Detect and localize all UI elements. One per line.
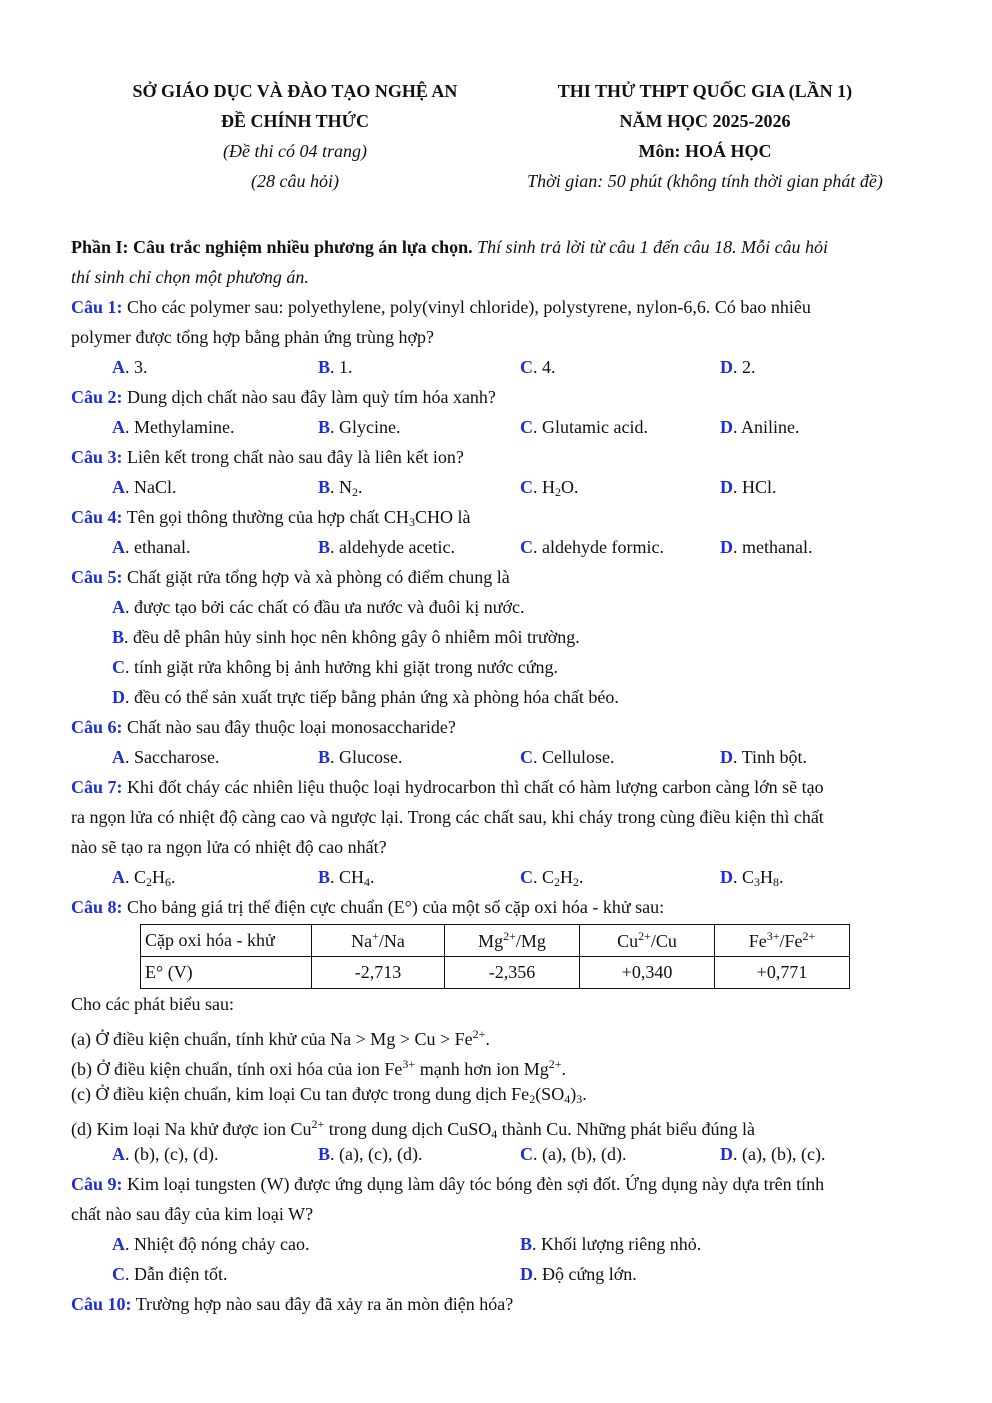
q9-stem-2: chất nào sau đây của kim loại W? [71,1204,314,1224]
q9-option-d[interactable]: D. Độ cứng lớn. [520,1264,637,1284]
q7-option-d[interactable]: D. $C_3H_8$. [720,867,784,889]
subject: Môn: HOÁ HỌC [638,141,772,161]
q2-option-b[interactable]: B. Glycine. [318,417,401,437]
q7-stem: Câu 7: Khi đốt cháy các nhiên liệu thuộc loại hydrocarbon thì chất có hàm lượng carbon càng lớn sẽ tạo [71,777,824,797]
part-1-instr: thí sinh chỉ chọn một phương án. [71,267,309,287]
q8-stem: Câu 8: Cho bảng giá trị thế điện cực chuẩn (E°) của một số cặp oxi hóa - khử sau: [71,897,665,917]
q4-stem: Câu 4: Tên gọi thông thường của hợp chất $CH_3CHO$ là [71,507,471,529]
q8-option-a[interactable]: A. (b), (c), (d). [112,1144,219,1164]
q5-option-a[interactable]: A. được tạo bởi các chất có đầu ưa nước và đuôi kị nước. [112,597,525,617]
table-row [141,957,850,989]
q5-option-b[interactable]: B. đều dễ phân hủy sinh học nên không gây ô nhiễm môi trường. [112,627,580,647]
q7-stem-3: nào sẽ tạo ra ngọn lửa có nhiệt độ cao nhất? [71,837,387,857]
dept-name: SỞ GIÁO DỤC VÀ ĐÀO TẠO NGHỆ AN [132,81,458,101]
q1-stem: Câu 1: Cho các polymer sau: polyethylene, poly(vinyl chloride), polystyrene, nylon-6,6. Có bao nhiêu [71,297,811,317]
q1-option-a[interactable]: A. 3. [112,357,148,377]
q3-option-b[interactable]: B. $N_2$. [318,477,363,499]
q6-option-d[interactable]: D. Tinh bột. [720,747,808,767]
table-cell: -2,713 [312,957,445,989]
q8-statement-a: (a) Ở điều kiện chuẩn, tính khử của $Na > Mg > Cu > Fe^{2+}$. [71,1027,490,1049]
official-label: ĐỀ CHÍNH THỨC [220,111,370,131]
q8-intro: Cho các phát biểu sau: [71,994,234,1014]
q1-stem-2: polymer được tổng hợp bằng phản ứng trùng hợp? [71,327,435,347]
q5-stem: Câu 5: Chất giặt rửa tổng hợp và xà phòng có điểm chung là [71,567,510,587]
table-header-cell: $Fe^{3+}/Fe^{2+}$ [715,925,850,957]
q9-option-c[interactable]: C. Dẫn điện tốt. [112,1264,228,1284]
q2-option-a[interactable]: A. Methylamine. [112,417,235,437]
page-count: (Đề thi có 04 trang) [223,141,367,161]
q4-option-d[interactable]: D. methanal. [720,537,813,557]
q6-stem: Câu 6: Chất nào sau đây thuộc loại monosaccharide? [71,717,456,737]
school-year: NĂM HỌC 2025-2026 [619,111,791,131]
q2-option-d[interactable]: D. Aniline. [720,417,800,437]
q1-option-b[interactable]: B. 1. [318,357,353,377]
q9-option-b[interactable]: B. Khối lượng riêng nhỏ. [520,1234,702,1254]
q10-stem: Câu 10: Trường hợp nào sau đây đã xảy ra ăn mòn điện hóa? [71,1294,514,1314]
q2-option-c[interactable]: C. Glutamic acid. [520,417,648,437]
q4-option-c[interactable]: C. aldehyde formic. [520,537,664,557]
q7-option-c[interactable]: C. $C_2H_2$. [520,867,584,889]
question-count: (28 câu hỏi) [251,171,339,191]
table-header-cell: Na+/Na [312,925,445,957]
q1-option-c[interactable]: C. 4. [520,357,556,377]
q7-stem-2: ra ngọn lửa có nhiệt độ càng cao và ngược lại. Trong các chất sau, khi cháy trong cùng điều kiện thì chất [71,807,824,827]
q8-option-b[interactable]: B. (a), (c), (d). [318,1144,423,1164]
q6-option-c[interactable]: C. Cellulose. [520,747,615,767]
q1-option-d[interactable]: D. 2. [720,357,756,377]
q5-option-d[interactable]: D. đều có thể sản xuất trực tiếp bằng phản ứng xà phòng hóa chất béo. [112,687,619,707]
q7-option-a[interactable]: A. $C_2H_6$. [112,867,176,889]
q3-option-a[interactable]: A. NaCl. [112,477,177,497]
q9-option-a[interactable]: A. Nhiệt độ nóng chảy cao. [112,1234,310,1254]
table-header-cell: $Mg^{2+}/Mg$ [445,925,580,957]
table-row [141,925,850,957]
table-cell: +0,771 [715,957,850,989]
q3-stem: Câu 3: Liên kết trong chất nào sau đây là liên kết ion? [71,447,464,467]
q8-statement-b: (b) Ở điều kiện chuẩn, tính oxi hóa của ion $Fe^{3+}$ mạnh hơn ion $Mg^{2+}$. [71,1057,566,1079]
q8-statement-c: (c) Ở điều kiện chuẩn, kim loại Cu tan được trong dung dịch $Fe_2(SO_4)_3$. [71,1084,587,1106]
q5-option-c[interactable]: C. tính giặt rửa không bị ảnh hưởng khi giặt trong nước cứng. [112,657,558,677]
table-header-cell: Cặp oxi hóa - khử [141,925,312,957]
potential-table [140,924,850,989]
table-header-cell: $Cu^{2+}/Cu$ [580,925,715,957]
table-cell: -2,356 [445,957,580,989]
time-limit: Thời gian: 50 phút (không tính thời gian phát đề) [527,171,883,191]
q8-option-c[interactable]: C. (a), (b), (d). [520,1144,627,1164]
q8-statement-d: (d) Kim loại Na khử được ion $Cu^{2+}$ trong dung dịch CuSO$_4$ thành Cu. Những phát biểu đúng là [71,1117,756,1141]
q4-option-b[interactable]: B. aldehyde acetic. [318,537,455,557]
q6-option-a[interactable]: A. Saccharose. [112,747,220,767]
q3-option-c[interactable]: C. $H_2O$. [520,477,579,499]
q3-option-d[interactable]: D. HCl. [720,477,777,497]
table-cell: +0,340 [580,957,715,989]
q8-option-d[interactable]: D. (a), (b), (c). [720,1144,826,1164]
q6-option-b[interactable]: B. Glucose. [318,747,403,767]
q4-option-a[interactable]: A. ethanal. [112,537,191,557]
q2-stem: Câu 2: Dung dịch chất nào sau đây làm quỳ tím hóa xanh? [71,387,496,407]
table-cell: E° (V) [141,957,312,989]
q9-stem: Câu 9: Kim loại tungsten (W) được ứng dụng làm dây tóc bóng đèn sợi đốt. Ứng dụng này dựa trên tính [71,1174,825,1194]
part-1-header: Phần I: Câu trắc nghiệm nhiều phương án lựa chọn. Thí sinh trả lời từ câu 1 đến câu 18. Mỗi câu hỏi [71,237,829,257]
q7-option-b[interactable]: B. $CH_4$. [318,867,375,889]
exam-title: THI THỬ THPT QUỐC GIA (LẦN 1) [557,81,853,101]
